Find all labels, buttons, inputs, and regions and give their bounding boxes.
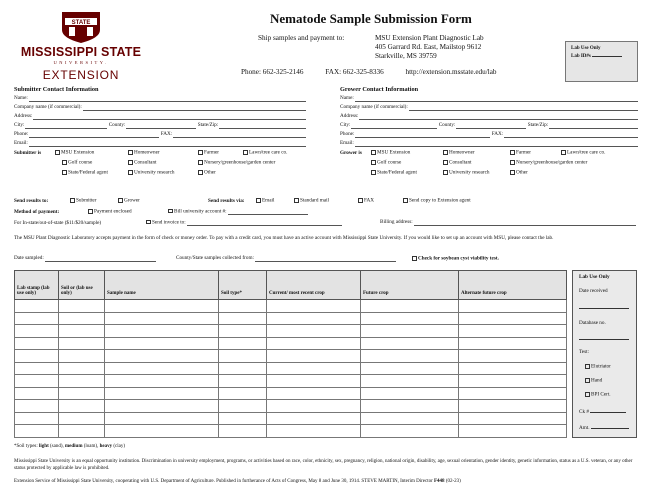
- send-via-fax-checkbox[interactable]: FAX: [358, 198, 374, 204]
- col-future-crop: Future crop: [361, 271, 459, 300]
- grower-is-label: Grower is: [340, 150, 362, 156]
- table-cell[interactable]: [267, 412, 361, 425]
- col-alternate-crop: Alternate future crop: [459, 271, 567, 300]
- table-cell[interactable]: [105, 387, 219, 400]
- table-cell[interactable]: [361, 337, 459, 350]
- table-cell[interactable]: [459, 375, 567, 388]
- submitter-opt-consultant[interactable]: Consultant: [128, 160, 156, 166]
- table-cell[interactable]: [15, 325, 59, 338]
- submitter-opt-state-federal[interactable]: State/Federal agent: [62, 170, 108, 176]
- send-to-grower-checkbox[interactable]: Grower: [118, 198, 140, 204]
- table-cell[interactable]: [219, 337, 267, 350]
- submitter-opt-university[interactable]: University research: [128, 170, 174, 176]
- table-cell[interactable]: [59, 362, 105, 375]
- table-cell[interactable]: [459, 300, 567, 313]
- address-line: Starkville, MS 39759: [375, 52, 437, 60]
- check-number-field[interactable]: Ck #: [579, 408, 626, 416]
- test-elutriator-checkbox[interactable]: Elutriator: [585, 364, 611, 370]
- table-cell[interactable]: [361, 375, 459, 388]
- table-row: [15, 375, 567, 388]
- grower-opt-msu-extension[interactable]: MSU Extension: [371, 150, 410, 156]
- table-cell[interactable]: [361, 312, 459, 325]
- eeo-statement: Mississippi State University is an equal opportunity institution. Discrimination in university employment, programs, or activities based on race, color, ethnicity, sex, pregnancy, religion, national origin, disability, age, sexual orientation, gender identity, genetic information, status as a U.S. veteran, or any other status protected by applicable law is prohibited.: [14, 459, 633, 471]
- table-cell[interactable]: [219, 300, 267, 313]
- table-cell[interactable]: [267, 312, 361, 325]
- table-cell[interactable]: [361, 400, 459, 413]
- table-cell[interactable]: [105, 425, 219, 438]
- table-cell[interactable]: [219, 375, 267, 388]
- table-cell[interactable]: [105, 337, 219, 350]
- table-cell[interactable]: [361, 362, 459, 375]
- address-line: MSU Extension Plant Diagnostic Lab: [375, 34, 484, 42]
- grower-heading: Grower Contact Information: [340, 86, 419, 93]
- table-cell[interactable]: [105, 412, 219, 425]
- table-cell[interactable]: [59, 375, 105, 388]
- test-bpi-checkbox[interactable]: BPI Cert.: [585, 392, 611, 398]
- table-cell[interactable]: [267, 300, 361, 313]
- table-cell[interactable]: [459, 337, 567, 350]
- payment-notice: The MSU Plant Diagnostic Laboratory accepts payment in the form of check or money order. To pay with a credit card, you must have an active account with Mississippi State University. If you would like to set up an account with MSU, please contact the lab.: [14, 235, 554, 241]
- table-cell[interactable]: [15, 312, 59, 325]
- send-copy-extension-checkbox[interactable]: Send copy to Extension agent: [403, 198, 471, 204]
- grower-email-field[interactable]: Email:: [340, 140, 638, 147]
- instate-pricing-text: For In-state/out-of-state ($11/$20/sample): [14, 220, 102, 226]
- lab-phone: Phone: 662-325-2146: [241, 68, 304, 76]
- table-cell[interactable]: [459, 362, 567, 375]
- msu-shield-icon: [59, 10, 103, 44]
- table-cell[interactable]: [219, 400, 267, 413]
- test-label: Test:: [579, 349, 590, 355]
- table-cell[interactable]: [105, 362, 219, 375]
- submitter-opt-golf[interactable]: Golf course: [62, 160, 92, 166]
- table-cell[interactable]: [105, 325, 219, 338]
- table-cell[interactable]: [459, 325, 567, 338]
- table-cell[interactable]: [459, 425, 567, 438]
- date-received-field[interactable]: [579, 304, 629, 312]
- msu-extension-logo: [12, 10, 150, 82]
- table-cell[interactable]: [59, 350, 105, 363]
- lab-id-field[interactable]: Lab ID#s: [571, 53, 632, 61]
- database-no-field[interactable]: [579, 335, 629, 343]
- table-cell[interactable]: [459, 312, 567, 325]
- table-cell[interactable]: [267, 425, 361, 438]
- table-row: [15, 400, 567, 413]
- table-cell[interactable]: [59, 400, 105, 413]
- submitter-opt-msu-extension[interactable]: MSU Extension: [55, 150, 94, 156]
- date-received-label: Date received: [579, 288, 608, 294]
- grower-phone-row[interactable]: Phone: FAX:: [340, 131, 638, 138]
- table-cell[interactable]: [15, 300, 59, 313]
- table-row: [15, 362, 567, 375]
- county-state-field[interactable]: County/State samples collected from:: [176, 255, 396, 262]
- grower-opt-golf[interactable]: Golf course: [371, 160, 401, 166]
- send-results-via-label: Send results via:: [208, 198, 245, 204]
- grower-company-field[interactable]: Company name (if commercial):: [340, 104, 638, 111]
- table-cell[interactable]: [267, 362, 361, 375]
- cooperation-statement: Extension Service of Mississippi State University, cooperating with U.S. Department of Agriculture. Published in furtherance of Acts of Congress, May 8 and June 30, 1914. STEVE MARTIN, Interim Director F448 (02-23): [14, 479, 461, 484]
- col-current-crop: Current/ most recent crop: [267, 271, 361, 300]
- grower-opt-consultant[interactable]: Consultant: [443, 160, 471, 166]
- table-cell[interactable]: [361, 350, 459, 363]
- table-row: [15, 387, 567, 400]
- table-cell[interactable]: [105, 400, 219, 413]
- logo-msu-text: MISSISSIPPI STATE: [20, 45, 142, 59]
- submitter-opt-other[interactable]: Other: [198, 170, 216, 176]
- form-title: Nematode Sample Submission Form: [270, 11, 472, 26]
- grower-opt-university[interactable]: University research: [443, 170, 489, 176]
- table-row: [15, 350, 567, 363]
- table-cell[interactable]: [361, 325, 459, 338]
- table-cell[interactable]: [105, 375, 219, 388]
- col-lab-stamp: Lab stamp (lab use only): [15, 271, 59, 300]
- table-cell[interactable]: [15, 350, 59, 363]
- grower-address-field[interactable]: Address:: [340, 113, 638, 120]
- table-cell[interactable]: [105, 300, 219, 313]
- submitter-name-field[interactable]: Name:: [14, 95, 306, 102]
- table-cell[interactable]: [459, 412, 567, 425]
- table-header-row: [15, 271, 567, 300]
- table-cell[interactable]: [219, 362, 267, 375]
- lab-use-title: Lab Use Only: [571, 46, 601, 51]
- table-cell[interactable]: [459, 400, 567, 413]
- payment-method-label: Method of payment:: [14, 209, 60, 215]
- bill-account-field[interactable]: Bill university account #:: [168, 208, 308, 215]
- table-cell[interactable]: [267, 337, 361, 350]
- grower-opt-homeowner[interactable]: Homeowner: [443, 150, 475, 156]
- payment-enclosed-checkbox[interactable]: Payment enclosed: [88, 209, 132, 215]
- col-soil-type: Soil type*: [219, 271, 267, 300]
- col-sample-name: Sample name: [105, 271, 219, 300]
- sample-table: [14, 270, 567, 438]
- amount-field[interactable]: Amt.: [579, 424, 629, 432]
- table-cell[interactable]: [219, 387, 267, 400]
- table-cell[interactable]: [219, 350, 267, 363]
- table-cell[interactable]: [459, 350, 567, 363]
- table-cell[interactable]: [105, 312, 219, 325]
- table-cell[interactable]: [15, 425, 59, 438]
- lab-contact-row: [241, 68, 517, 76]
- grower-name-field[interactable]: Name:: [340, 95, 638, 102]
- submitter-address-field[interactable]: Address:: [14, 113, 306, 120]
- lab-use-box-top: [565, 41, 638, 82]
- submitter-phone-row[interactable]: Phone: FAX:: [14, 131, 306, 138]
- submitter-city-row[interactable]: City: County: State/Zip:: [14, 122, 306, 129]
- table-row: [15, 337, 567, 350]
- table-cell[interactable]: [219, 325, 267, 338]
- table-cell[interactable]: [219, 412, 267, 425]
- submitter-company-field[interactable]: Company name (if commercial):: [14, 104, 306, 111]
- lab-fax: FAX: 662-325-8336: [325, 68, 384, 76]
- test-hand-checkbox[interactable]: Hand: [585, 378, 602, 384]
- grower-opt-farmer[interactable]: Farmer: [510, 150, 531, 156]
- lab-url[interactable]: http://extension.msstate.edu/lab: [405, 68, 497, 76]
- table-cell[interactable]: [59, 387, 105, 400]
- table-cell[interactable]: [219, 425, 267, 438]
- grower-opt-state-federal[interactable]: State/Federal agent: [371, 170, 417, 176]
- svg-text:STATE: STATE: [71, 20, 91, 26]
- send-via-email-checkbox[interactable]: Email: [256, 198, 274, 204]
- table-cell[interactable]: [361, 300, 459, 313]
- submitter-opt-nursery[interactable]: Nursery/greenhouse/garden center: [198, 160, 275, 166]
- logo-extension-text: EXTENSION: [42, 67, 120, 82]
- send-results-to-label: Send results to:: [14, 198, 49, 204]
- soybean-cyst-checkbox[interactable]: Check for soybean cyst viability test.: [412, 256, 499, 262]
- submitter-opt-homeowner[interactable]: Homeowner: [128, 150, 160, 156]
- table-row: [15, 312, 567, 325]
- lab-address: [375, 34, 484, 61]
- table-cell[interactable]: [15, 337, 59, 350]
- table-cell[interactable]: [267, 350, 361, 363]
- grower-city-row[interactable]: City: County: State/Zip:: [340, 122, 638, 129]
- table-row: [15, 300, 567, 313]
- col-soil-or: Soil or (lab use only): [59, 271, 105, 300]
- ship-to-label: Ship samples and payment to:: [258, 34, 345, 42]
- submitter-opt-lawn[interactable]: Lawn/tree care co.: [243, 150, 287, 156]
- table-cell[interactable]: [267, 387, 361, 400]
- send-via-mail-checkbox[interactable]: Standard mail: [294, 198, 329, 204]
- table-cell[interactable]: [105, 350, 219, 363]
- grower-opt-nursery[interactable]: Nursery/greenhouse/garden center: [510, 160, 587, 166]
- table-row: [15, 325, 567, 338]
- table-cell[interactable]: [15, 400, 59, 413]
- send-invoice-field[interactable]: Send invoice to:: [146, 219, 342, 226]
- submitter-heading: Submitter Contact Information: [14, 86, 99, 93]
- table-cell[interactable]: [59, 412, 105, 425]
- submitter-is-label: Submitter is: [14, 150, 42, 156]
- logo-university-text: UNIVERSITY.: [53, 59, 109, 65]
- address-line: 405 Garrard Rd. East, Mailstop 9612: [375, 43, 482, 51]
- table-cell[interactable]: [219, 312, 267, 325]
- table-cell[interactable]: [267, 400, 361, 413]
- table-cell[interactable]: [459, 387, 567, 400]
- database-no-label: Database no.: [579, 320, 606, 326]
- lab-use-box-side: [572, 270, 637, 438]
- table-cell[interactable]: [15, 362, 59, 375]
- side-lab-use-title: Lab Use Only: [579, 274, 610, 280]
- table-cell[interactable]: [59, 325, 105, 338]
- table-cell[interactable]: [59, 425, 105, 438]
- billing-address-field[interactable]: Billing address:: [380, 219, 636, 226]
- soil-types-note: *Soil types: light (sand), medium (loam), heavy (clay): [14, 444, 125, 449]
- table-cell[interactable]: [59, 337, 105, 350]
- grower-opt-lawn[interactable]: Lawn/tree care co.: [561, 150, 605, 156]
- date-sampled-field[interactable]: Date sampled:: [14, 255, 156, 262]
- submitter-email-field[interactable]: Email:: [14, 140, 306, 147]
- submitter-opt-farmer[interactable]: Farmer: [198, 150, 219, 156]
- table-cell[interactable]: [15, 387, 59, 400]
- table-cell[interactable]: [15, 375, 59, 388]
- table-cell[interactable]: [361, 425, 459, 438]
- grower-opt-other[interactable]: Other: [510, 170, 528, 176]
- table-cell[interactable]: [59, 312, 105, 325]
- table-cell[interactable]: [59, 300, 105, 313]
- table-cell[interactable]: [267, 375, 361, 388]
- table-cell[interactable]: [15, 412, 59, 425]
- send-to-submitter-checkbox[interactable]: Submitter: [70, 198, 96, 204]
- table-cell[interactable]: [267, 325, 361, 338]
- table-cell[interactable]: [361, 412, 459, 425]
- table-cell[interactable]: [361, 387, 459, 400]
- table-row: [15, 425, 567, 438]
- table-row: [15, 412, 567, 425]
